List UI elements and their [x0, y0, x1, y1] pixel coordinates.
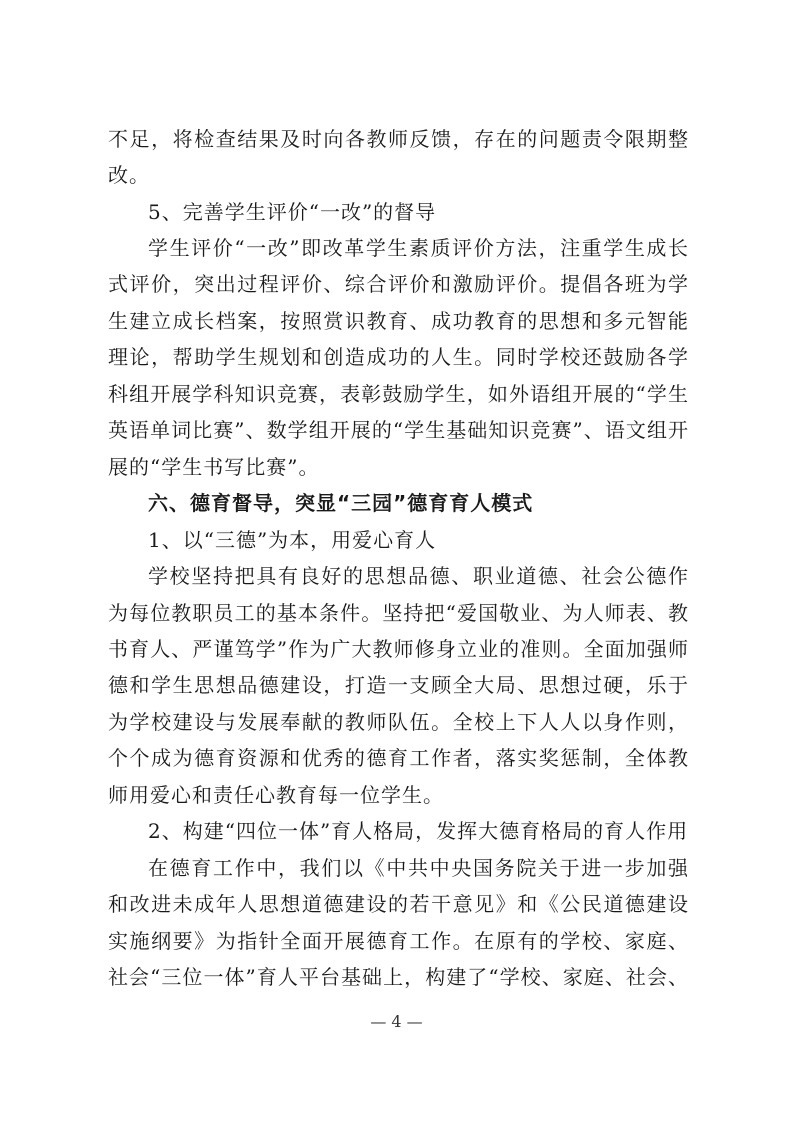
paragraph-line: 社会“三位一体”育人平台基础上，构建了“学校、家庭、社会、	[108, 965, 688, 989]
paragraph-line: 和改进未成年人思想道德建设的若干意见》和《公民道德建设	[108, 892, 688, 916]
section-subheading: 5、完善学生评价“一改”的督导	[148, 200, 437, 224]
paragraph-line: 个个成为德育资源和优秀的德育工作者，落实奖惩制，全体教	[108, 746, 688, 770]
paragraph-line: 学生评价“一改”即改革学生素质评价方法，注重学生成长	[148, 236, 688, 260]
paragraph-line: 科组开展学科知识竞赛，表彰鼓励学生，如外语组开展的“学生	[108, 382, 688, 406]
paragraph-line: 为学校建设与发展奉献的教师队伍。全校上下人人以身作则，	[108, 710, 688, 734]
paragraph-line: 师用爱心和责任心教育每一位学生。	[108, 783, 444, 807]
section-heading: 六、德育督导，突显“三园”德育育人模式	[148, 491, 534, 515]
paragraph-line: 不足，将检查结果及时向各教师反馈，存在的问题责令限期整	[108, 127, 688, 151]
paragraph-line: 书育人、严谨笃学”作为广大教师修身立业的准则。全面加强师	[108, 637, 688, 661]
paragraph-line: 理论，帮助学生规划和创造成功的人生。同时学校还鼓励各学	[108, 345, 688, 369]
paragraph-line: 式评价，突出过程评价、综合评价和激励评价。提倡各班为学	[108, 272, 688, 296]
paragraph-line: 德和学生思想品德建设，打造一支顾全大局、思想过硬，乐于	[108, 673, 688, 697]
paragraph-line: 学校坚持把具有良好的思想品德、职业道德、社会公德作	[148, 564, 688, 588]
paragraph-line: 为每位教职员工的基本条件。坚持把“爱国敬业、为人师表、教	[108, 601, 688, 625]
section-subheading: 1、以“三德”为本，用爱心育人	[148, 528, 437, 552]
paragraph-line: 展的“学生书写比赛”。	[108, 455, 320, 479]
paragraph-line: 在德育工作中，我们以《中共中央国务院关于进一步加强	[148, 856, 688, 880]
paragraph-line: 改。	[108, 163, 150, 187]
paragraph-line: 实施纲要》为指针全面开展德育工作。在原有的学校、家庭、	[108, 929, 688, 953]
paragraph-line: 英语单词比赛”、数学组开展的“学生基础知识竞赛”、语文组开	[108, 418, 688, 442]
section-subheading: 2、构建“四位一体”育人格局，发挥大德育格局的育人作用	[148, 819, 689, 843]
paragraph-line: 生建立成长档案，按照赏识教育、成功教育的思想和多元智能	[108, 309, 688, 333]
page-number: — 4 —	[370, 1012, 423, 1031]
